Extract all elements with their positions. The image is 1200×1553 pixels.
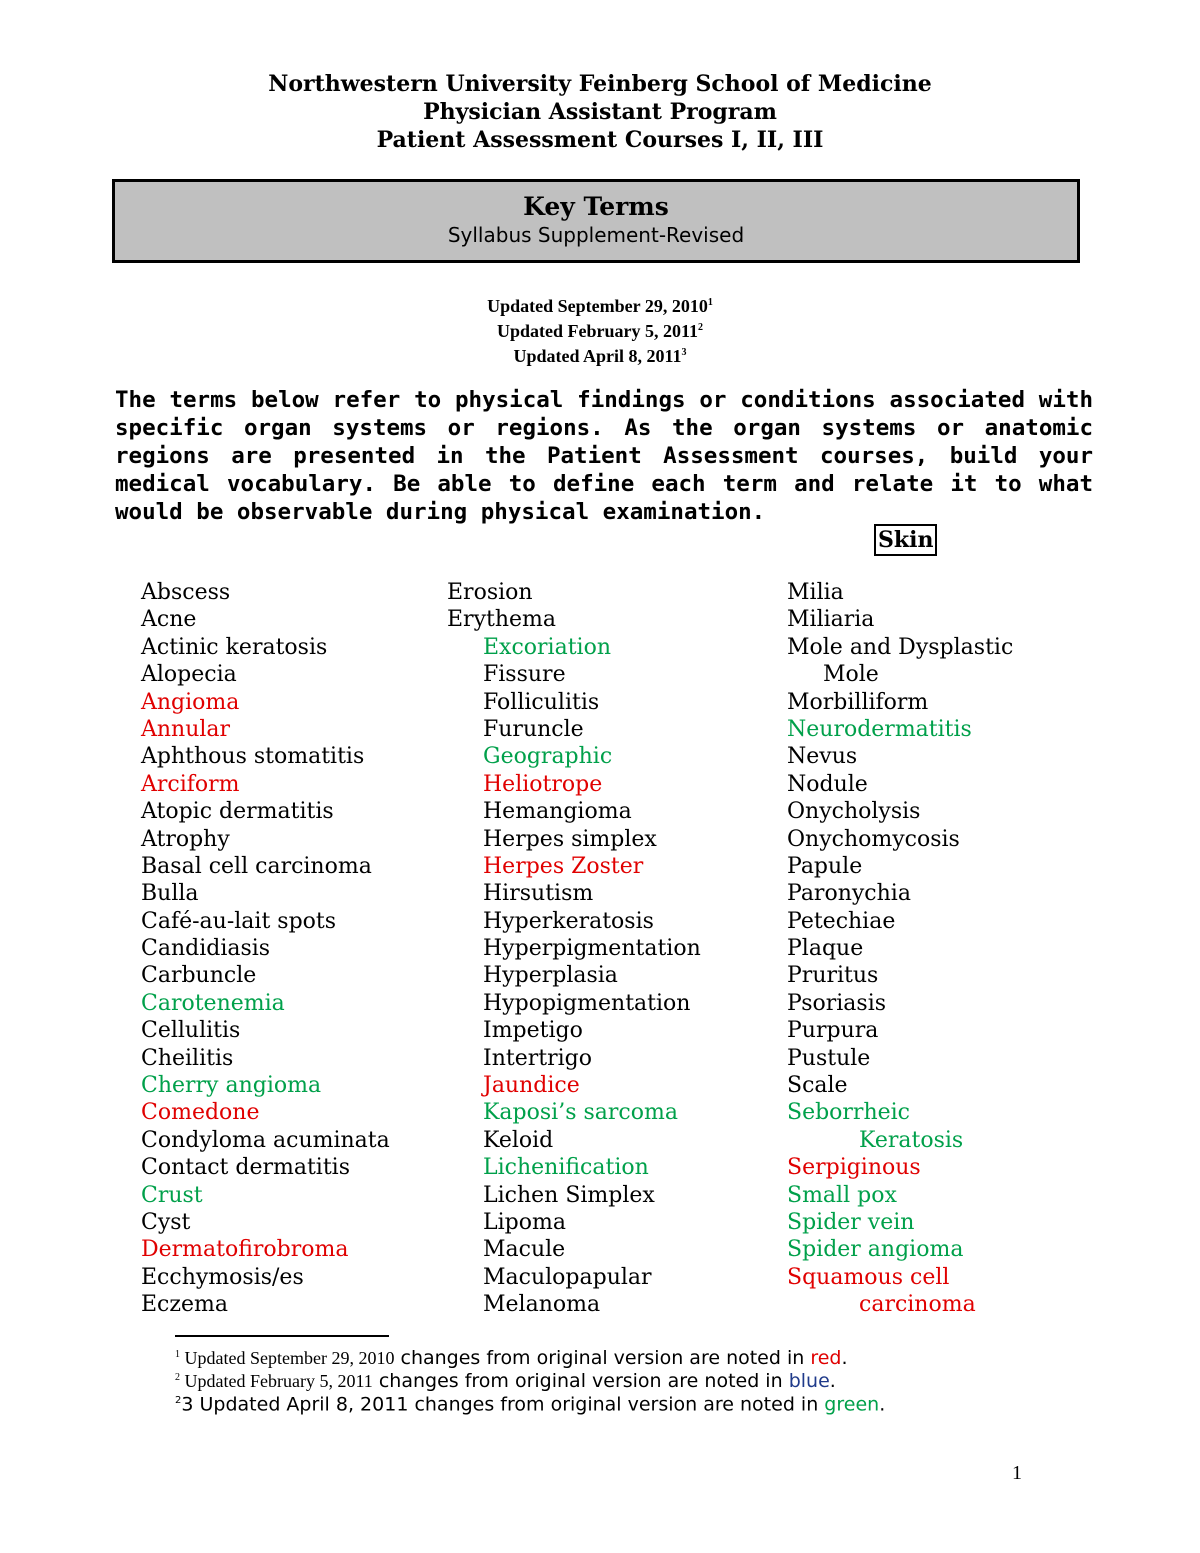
term-item: Psoriasis — [787, 990, 887, 1016]
term-item: Carotenemia — [141, 990, 285, 1016]
term-item: Atrophy — [141, 826, 230, 852]
document-header — [0, 70, 1200, 154]
term-item: Impetigo — [483, 1018, 583, 1044]
term-item: Scale — [787, 1073, 848, 1099]
term-item: Keloid — [483, 1127, 554, 1153]
term-item: Mole — [823, 662, 879, 688]
term-item: Arciform — [141, 771, 240, 797]
term-item: Miliaria — [787, 607, 875, 633]
term-item: Squamous cell — [787, 1264, 950, 1290]
term-item: Keratosis — [859, 1127, 964, 1153]
key-terms-title-box — [112, 179, 1080, 263]
term-item: Cellulitis — [141, 1018, 241, 1044]
footnote-color-word-blue: blue — [788, 1370, 830, 1392]
term-item: Furuncle — [483, 716, 584, 742]
term-item: Papule — [787, 853, 863, 879]
term-item: Pustule — [787, 1045, 871, 1071]
term-item: Nodule — [787, 771, 868, 797]
term-item: Seborrheic — [787, 1100, 910, 1126]
term-item: Herpes simplex — [483, 826, 657, 852]
update-line-3: Updated April 8, 2011$^3$ — [513, 346, 687, 366]
term-item: Excoriation — [483, 634, 611, 660]
term-item: Erythema — [447, 607, 557, 633]
term-item: carcinoma — [859, 1292, 976, 1318]
program-title: Physician Assistant Program — [423, 99, 777, 125]
term-item: Hypopigmentation — [483, 990, 691, 1016]
term-item: Cyst — [141, 1209, 191, 1235]
term-item: Alopecia — [141, 662, 237, 688]
term-item: Actinic keratosis — [141, 634, 328, 660]
term-item: Condyloma acuminata — [141, 1127, 390, 1153]
term-item: Comedone — [141, 1100, 260, 1126]
term-item: Cherry angioma — [141, 1073, 322, 1099]
term-item: Heliotrope — [483, 771, 603, 797]
page-number: 1 — [1012, 1462, 1022, 1484]
footnote-separator — [175, 1335, 389, 1337]
term-item: Annular — [141, 716, 231, 742]
term-item: Erosion — [447, 580, 533, 605]
key-terms-subtitle: Syllabus Supplement-Revised — [447, 223, 745, 247]
term-item: Hemangioma — [483, 799, 632, 825]
term-item: Carbuncle — [141, 963, 257, 989]
term-item: Intertrigo — [483, 1045, 592, 1071]
term-item: Folliculitis — [483, 689, 600, 715]
term-item: Pruritus — [787, 963, 879, 989]
term-item: Maculopapular — [483, 1264, 652, 1290]
terms-column-2 — [447, 579, 701, 1319]
term-item: Morbilliform — [787, 689, 929, 715]
term-item: Hyperplasia — [483, 963, 618, 989]
footnote-2: $^2$ Updated February 5, 2011 changes from original version are noted in blue. — [175, 1370, 836, 1392]
footnote-color-word-green: green — [824, 1393, 880, 1416]
term-item: Serpiginous — [787, 1155, 921, 1181]
term-item: Acne — [141, 607, 197, 633]
update-dates — [0, 292, 1200, 367]
term-item: Ecchymosis/es — [141, 1264, 304, 1290]
term-item: Spider angioma — [787, 1237, 964, 1263]
term-item: Abscess — [141, 580, 231, 605]
term-item: Plaque — [787, 936, 864, 962]
term-item: Lichen Simplex — [483, 1182, 655, 1208]
term-item: Onycholysis — [787, 799, 921, 825]
term-item: Mole and Dysplastic — [787, 634, 1014, 660]
term-item: Lipoma — [483, 1209, 566, 1235]
term-item: Paronychia — [787, 881, 911, 907]
terms-column-3 — [787, 579, 1013, 1319]
term-item: Atopic dermatitis — [141, 799, 334, 825]
term-item: Purpura — [787, 1018, 879, 1044]
term-item: Angioma — [141, 689, 240, 715]
course-title: Patient Assessment Courses I, II, III — [376, 127, 824, 153]
term-item: Macule — [483, 1237, 566, 1263]
term-item: Small pox — [787, 1182, 897, 1208]
footnote-3: $^2$3 Updated April 8, 2011 changes from original version are noted in green. — [175, 1393, 886, 1416]
terms-column-1 — [141, 579, 390, 1319]
term-item: Spider vein — [787, 1209, 915, 1235]
term-item: Contact dermatitis — [141, 1155, 350, 1181]
term-item: Herpes Zoster — [483, 853, 644, 879]
footnote-1: $^1$ Updated September 29, 2010 changes from original version are noted in red. — [175, 1347, 848, 1369]
term-item: Fissure — [483, 662, 566, 688]
footnote-color-word-red: red — [810, 1347, 842, 1369]
term-item: Dermatofirobroma — [141, 1237, 349, 1263]
term-item: Hyperkeratosis — [483, 908, 654, 934]
update-line-2: Updated February 5, 2011$^2$ — [496, 321, 703, 341]
key-terms-title: Key Terms — [523, 192, 669, 221]
term-item: Lichenification — [483, 1155, 649, 1181]
term-item: Milia — [787, 580, 844, 605]
institution-title: Northwestern University Feinberg School of Medicine — [268, 71, 932, 97]
term-item: Geographic — [483, 744, 613, 770]
term-item: Candidiasis — [141, 936, 271, 962]
term-item: Bulla — [141, 881, 199, 907]
term-item: Aphthous stomatitis — [141, 744, 365, 770]
term-item: Onychomycosis — [787, 826, 960, 852]
term-item: Petechiae — [787, 908, 896, 934]
term-item: Jaundice — [483, 1073, 580, 1099]
term-item: Hirsutism — [483, 881, 594, 907]
term-item: Nevus — [787, 744, 858, 770]
term-item: Cheilitis — [141, 1045, 234, 1071]
term-item: Kaposi’s sarcoma — [483, 1100, 678, 1126]
term-item: Eczema — [141, 1292, 228, 1318]
term-item: Basal cell carcinoma — [141, 853, 372, 879]
intro-paragraph: The terms below refer to physical findings or conditions associated with specific organ systems or regions. As the organ systems or anatomic regions are presented in the Patient Assessment courses, build your medical vocabulary. Be able to define each term and relate it to what would be observable during physical examination. — [115, 387, 1093, 525]
section-label-skin: Skin — [874, 524, 937, 556]
term-item: Crust — [141, 1182, 203, 1208]
update-line-1: Updated September 29, 2010$^1$ — [487, 296, 713, 316]
term-item: Café-au-lait spots — [141, 908, 337, 934]
term-item: Melanoma — [483, 1292, 601, 1318]
term-item: Neurodermatitis — [787, 716, 972, 742]
term-item: Hyperpigmentation — [483, 936, 701, 962]
